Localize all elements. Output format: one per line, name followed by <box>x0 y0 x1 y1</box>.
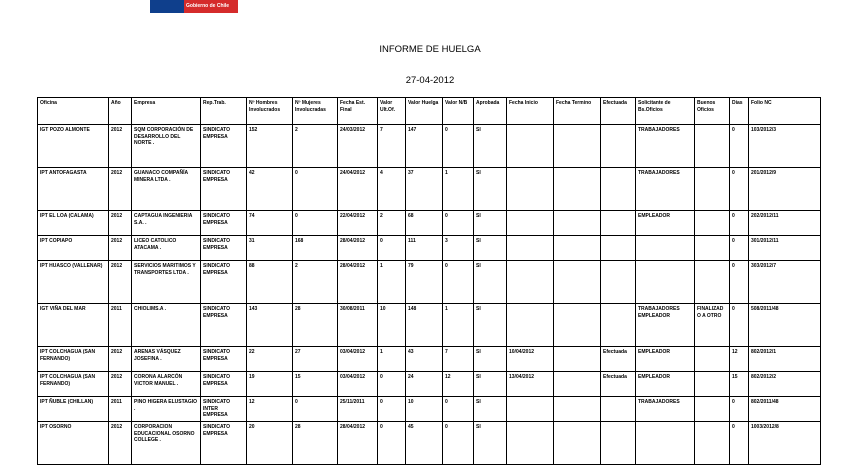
table-row <box>38 372 821 397</box>
table-cell <box>507 236 554 261</box>
table-cell: 0 <box>730 211 749 236</box>
table-cell: 152 <box>247 125 293 168</box>
column-header: Empresa <box>132 98 201 125</box>
table-cell: 0 <box>443 125 474 168</box>
table-cell <box>695 372 730 397</box>
table-cell: 10/04/2012 <box>507 347 554 372</box>
table-cell <box>601 236 636 261</box>
column-header: Valor N/B <box>443 98 474 125</box>
table-cell: 24/03/2012 <box>338 125 378 168</box>
table-cell <box>554 261 601 304</box>
table-cell: ARENAS VÁSQUEZ JOSEFINA . <box>132 347 201 372</box>
table-cell <box>507 168 554 211</box>
column-header: Nº Hombres Involucrados <box>247 98 293 125</box>
table-cell: 0 <box>293 211 338 236</box>
table-cell: 31 <box>247 236 293 261</box>
table-cell: SERVICIOS MARITIMOS Y TRANSPORTES LTDA . <box>132 261 201 304</box>
table-cell: 7 <box>443 347 474 372</box>
column-header: Folio NC <box>749 98 821 125</box>
table-cell: SI <box>474 422 507 465</box>
table-cell: 2012 <box>109 422 132 465</box>
table-cell: 03/04/2012 <box>338 372 378 397</box>
table-cell <box>554 125 601 168</box>
table-cell: 802/2011/48 <box>749 397 821 422</box>
table-cell: SI <box>474 347 507 372</box>
table-cell: 2012 <box>109 372 132 397</box>
table-cell: 508/2011/48 <box>749 304 821 347</box>
table-cell: 147 <box>406 125 443 168</box>
column-header: Fecha Termino <box>554 98 601 125</box>
table-cell: EMPLEADOR <box>636 372 695 397</box>
table-cell: SI <box>474 261 507 304</box>
table-cell <box>695 261 730 304</box>
table-cell: IPT ÑUBLE (CHILLAN) <box>38 397 109 422</box>
table-cell: 168 <box>293 236 338 261</box>
table-cell <box>601 304 636 347</box>
table-cell: 0 <box>443 397 474 422</box>
strike-report-table <box>37 97 821 465</box>
logo-text: Gobierno de Chile <box>186 3 230 9</box>
table-cell: 0 <box>378 236 406 261</box>
table-cell: 201/2012/9 <box>749 168 821 211</box>
table-cell: 0 <box>378 372 406 397</box>
column-header: Aprobada <box>474 98 507 125</box>
column-header: Solicitante de Bs.Oficios <box>636 98 695 125</box>
table-cell: 1 <box>443 304 474 347</box>
table-cell: CORONA ALARCÓN VICTOR MANUEL . <box>132 372 201 397</box>
table-cell: 22/04/2012 <box>338 211 378 236</box>
table-cell: 13/04/2012 <box>507 372 554 397</box>
table-cell <box>601 422 636 465</box>
table-cell <box>554 347 601 372</box>
table-cell: SINDICATO EMPRESA <box>201 304 247 347</box>
column-header: Fecha Est. Final <box>338 98 378 125</box>
column-header: Nº Mujeres Involucradas <box>293 98 338 125</box>
table-cell: 0 <box>443 422 474 465</box>
table-cell: 74 <box>247 211 293 236</box>
table-cell: 0 <box>730 236 749 261</box>
table-cell: 10 <box>406 397 443 422</box>
table-cell: GUANACO COMPAÑÍA MINERA LTDA . <box>132 168 201 211</box>
table-cell <box>554 397 601 422</box>
table-cell: 0 <box>443 211 474 236</box>
table-body <box>38 125 821 465</box>
table-cell <box>695 125 730 168</box>
column-header: Buenos Oficios <box>695 98 730 125</box>
table-cell: 28 <box>293 304 338 347</box>
table-cell: Efectuada <box>601 372 636 397</box>
table-cell: 0 <box>378 422 406 465</box>
table-cell <box>601 261 636 304</box>
table-cell: IGT VIÑA DEL MAR <box>38 304 109 347</box>
table-cell: 42 <box>247 168 293 211</box>
table-cell: SINDICATO EMPRESA <box>201 125 247 168</box>
table-cell: 303/2012/7 <box>749 261 821 304</box>
table-cell: SI <box>474 372 507 397</box>
table-row <box>38 304 821 347</box>
table-cell: 25/11/2011 <box>338 397 378 422</box>
table-cell: 12 <box>443 372 474 397</box>
table-cell: SQM CORPORACIÓN DE DESARROLLO DEL NORTE . <box>132 125 201 168</box>
table-cell: 2 <box>293 125 338 168</box>
table-cell: 15 <box>730 372 749 397</box>
table-cell: 2 <box>293 261 338 304</box>
table-cell: IPT EL LOA (CALAMA) <box>38 211 109 236</box>
table-cell <box>695 211 730 236</box>
table-cell: 20 <box>247 422 293 465</box>
table-cell: 15 <box>293 372 338 397</box>
table-row <box>38 168 821 211</box>
table-row <box>38 397 821 422</box>
table-cell: 45 <box>406 422 443 465</box>
table-cell: 2012 <box>109 236 132 261</box>
table-cell: SINDICATO EMPRESA <box>201 372 247 397</box>
table-cell: 0 <box>293 168 338 211</box>
table-cell: CHIOLIMS.A . <box>132 304 201 347</box>
table-cell <box>554 304 601 347</box>
table-cell: LICEO CATOLICO ATACAMA . <box>132 236 201 261</box>
table-cell: 148 <box>406 304 443 347</box>
table-cell: IPT ANTOFAGASTA <box>38 168 109 211</box>
table-cell: 2012 <box>109 125 132 168</box>
column-header: Días <box>730 98 749 125</box>
table-cell: 2011 <box>109 304 132 347</box>
table-row <box>38 236 821 261</box>
table-cell: FINALIZADO A OTRO <box>695 304 730 347</box>
table-cell: SINDICATO EMPRESA <box>201 211 247 236</box>
column-header: Efectuada <box>601 98 636 125</box>
table-cell: 30/08/2011 <box>338 304 378 347</box>
table-cell: IGT POZO ALMONTE <box>38 125 109 168</box>
table-cell: 24 <box>406 372 443 397</box>
column-header: Oficina <box>38 98 109 125</box>
table-cell <box>695 168 730 211</box>
report-title: INFORME DE HUELGA <box>379 44 481 55</box>
table-cell: 28/04/2012 <box>338 261 378 304</box>
table-cell: CORPORACION EDUCACIONAL OSORNO COLLEGE . <box>132 422 201 465</box>
table-cell: 24/04/2012 <box>338 168 378 211</box>
table-cell <box>554 168 601 211</box>
table-cell: 1 <box>443 168 474 211</box>
table-cell: 2012 <box>109 347 132 372</box>
column-header: Año <box>109 98 132 125</box>
table-cell: 2011 <box>109 397 132 422</box>
table-cell: 0 <box>730 261 749 304</box>
table-cell: 7 <box>378 125 406 168</box>
table-cell <box>601 397 636 422</box>
table-cell: 111 <box>406 236 443 261</box>
table-cell <box>554 236 601 261</box>
table-cell: 802/2012/1 <box>749 347 821 372</box>
table-cell: 28/04/2012 <box>338 236 378 261</box>
table-cell: 0 <box>730 125 749 168</box>
table-cell: CAPTAGUA INGENIERIA S.A. . <box>132 211 201 236</box>
table-cell: SI <box>474 304 507 347</box>
table-cell <box>554 422 601 465</box>
table-cell: 0 <box>443 261 474 304</box>
table-cell: SINDICATO EMPRESA <box>201 422 247 465</box>
table-cell: 37 <box>406 168 443 211</box>
table-cell: IPT COLCHAGUA (SAN FERNANDO) <box>38 372 109 397</box>
table-cell: SINDICATO INTER EMPRESA <box>201 397 247 422</box>
table-cell: SINDICATO EMPRESA <box>201 236 247 261</box>
table-row <box>38 422 821 465</box>
table-cell: 79 <box>406 261 443 304</box>
table-cell: 2012 <box>109 211 132 236</box>
table-cell: 12 <box>730 347 749 372</box>
table-cell <box>601 211 636 236</box>
table-cell <box>636 236 695 261</box>
table-cell: SINDICATO EMPRESA <box>201 261 247 304</box>
logo-blue-block <box>150 0 184 13</box>
column-header: Valor Ult.Of. <box>378 98 406 125</box>
table-cell: 143 <box>247 304 293 347</box>
table-row <box>38 261 821 304</box>
table-cell: 1 <box>378 347 406 372</box>
table-cell <box>695 236 730 261</box>
table-cell: 03/04/2012 <box>338 347 378 372</box>
table-cell: Efectuada <box>601 347 636 372</box>
table-cell: 43 <box>406 347 443 372</box>
table-cell: 0 <box>378 397 406 422</box>
table-cell: 10 <box>378 304 406 347</box>
table-cell: EMPLEADOR <box>636 347 695 372</box>
table-cell: 4 <box>378 168 406 211</box>
table-cell <box>601 125 636 168</box>
table-cell: 301/2012/11 <box>749 236 821 261</box>
table-cell: 0 <box>730 397 749 422</box>
table-cell <box>507 125 554 168</box>
table-cell: 22 <box>247 347 293 372</box>
table-cell: 1 <box>378 261 406 304</box>
table-cell <box>601 168 636 211</box>
table-cell: 28/04/2012 <box>338 422 378 465</box>
table-cell: 0 <box>730 304 749 347</box>
table-cell: IPT OSORNO <box>38 422 109 465</box>
table-cell: PINO HIGERA ELUSTAGIO . <box>132 397 201 422</box>
table-cell: 68 <box>406 211 443 236</box>
table-cell: 2 <box>378 211 406 236</box>
table-cell <box>554 211 601 236</box>
table-row <box>38 125 821 168</box>
table-cell: 12 <box>247 397 293 422</box>
table-cell: EMPLEADOR <box>636 211 695 236</box>
table-cell: IPT HUASCO (VALLENAR) <box>38 261 109 304</box>
gobierno-logo <box>150 0 238 13</box>
table-cell <box>507 261 554 304</box>
table-cell <box>695 422 730 465</box>
table-cell <box>636 261 695 304</box>
table-cell: TRABAJADORES EMPLEADOR <box>636 304 695 347</box>
table-cell: SINDICATO EMPRESA <box>201 168 247 211</box>
table-cell: IPT COLCHAGUA (SAN FERNANDO) <box>38 347 109 372</box>
table-cell: 802/2012/2 <box>749 372 821 397</box>
table-cell: 88 <box>247 261 293 304</box>
table-cell: 0 <box>730 422 749 465</box>
table-cell <box>554 372 601 397</box>
column-header: Fecha Inicio <box>507 98 554 125</box>
table-cell <box>507 211 554 236</box>
table-row <box>38 347 821 372</box>
table-cell: 103/2012/3 <box>749 125 821 168</box>
table-header-row <box>38 98 821 125</box>
column-header: Valor Huelga <box>406 98 443 125</box>
table-cell: TRABAJADORES <box>636 168 695 211</box>
table-cell <box>695 397 730 422</box>
table-cell: TRABAJADORES <box>636 125 695 168</box>
table-cell: SI <box>474 211 507 236</box>
table-cell: SI <box>474 236 507 261</box>
table-cell: SI <box>474 168 507 211</box>
table-cell: 202/2012/11 <box>749 211 821 236</box>
table-cell: 1003/2012/8 <box>749 422 821 465</box>
table-cell: SINDICATO EMPRESA <box>201 347 247 372</box>
table-cell: TRABAJADORES <box>636 397 695 422</box>
table-cell <box>695 347 730 372</box>
table-cell: 2012 <box>109 261 132 304</box>
table-row <box>38 211 821 236</box>
table-cell <box>507 422 554 465</box>
table-cell: SI <box>474 397 507 422</box>
report-date: 27-04-2012 <box>405 75 455 86</box>
table-cell: 3 <box>443 236 474 261</box>
table-cell: IPT COPIAPO <box>38 236 109 261</box>
table-cell <box>507 397 554 422</box>
table-cell: 19 <box>247 372 293 397</box>
table-cell <box>636 422 695 465</box>
table-cell: 28 <box>293 422 338 465</box>
table-cell: SI <box>474 125 507 168</box>
table-cell: 27 <box>293 347 338 372</box>
table-cell <box>507 304 554 347</box>
column-header: Rep.Trab. <box>201 98 247 125</box>
table-cell: 0 <box>730 168 749 211</box>
table-cell: 0 <box>293 397 338 422</box>
table-cell: 2012 <box>109 168 132 211</box>
